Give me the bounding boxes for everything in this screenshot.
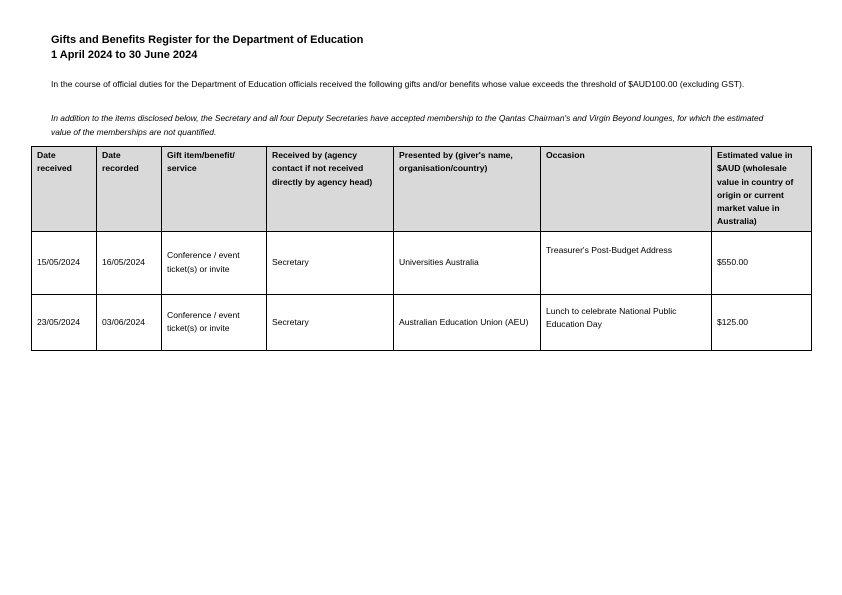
cell-estimated-value: $550.00 [712, 231, 812, 294]
column-header-estimated-value: Estimated value in $AUD (wholesale value in country of origin or current market value in Australia) [712, 147, 812, 232]
column-header-occasion: Occasion [541, 147, 712, 232]
cell-estimated-value: $125.00 [712, 294, 812, 350]
cell-date-recorded: 03/06/2024 [97, 294, 162, 350]
cell-presented-by: Australian Education Union (AEU) [394, 294, 541, 350]
cell-gift: Conference / event ticket(s) or invite [162, 231, 267, 294]
title-line-2: 1 April 2024 to 30 June 2024 [51, 49, 198, 61]
cell-date-received: 23/05/2024 [32, 294, 97, 350]
cell-received-by: Secretary [267, 294, 394, 350]
cell-occasion: Treasurer's Post-Budget Address [541, 231, 712, 294]
table-row [32, 231, 812, 294]
cell-date-received: 15/05/2024 [32, 231, 97, 294]
column-header-date-recorded: Date recorded [97, 147, 162, 232]
intro-paragraph: In the course of official duties for the Department of Education officials received the following gifts and/or benefits whose value exceeds the threshold of $AUD100.00 (excluding GST). [51, 79, 745, 89]
cell-date-recorded: 16/05/2024 [97, 231, 162, 294]
page-title [51, 33, 363, 63]
lounge-membership-note: In addition to the items disclosed below, the Secretary and all four Deputy Secretaries have accepted membership to the Qantas Chairman's and Virgin Beyond lounges, for which the estimated value of the memberships are not quantified. [51, 113, 764, 137]
column-header-received-by: Received by (agency contact if not received directly by agency head) [267, 147, 394, 232]
column-header-date-received: Date received [32, 147, 97, 232]
column-header-gift: Gift item/benefit/ service [162, 147, 267, 232]
cell-received-by: Secretary [267, 231, 394, 294]
column-header-presented-by: Presented by (giver's name, organisation/country) [394, 147, 541, 232]
gifts-register-table [31, 146, 812, 351]
table-row [32, 294, 812, 350]
title-line-1: Gifts and Benefits Register for the Department of Education [51, 34, 364, 46]
table-header-row [32, 147, 812, 232]
cell-presented-by: Universities Australia [394, 231, 541, 294]
cell-gift: Conference / event ticket(s) or invite [162, 294, 267, 350]
cell-occasion: Lunch to celebrate National Public Education Day [541, 294, 712, 350]
